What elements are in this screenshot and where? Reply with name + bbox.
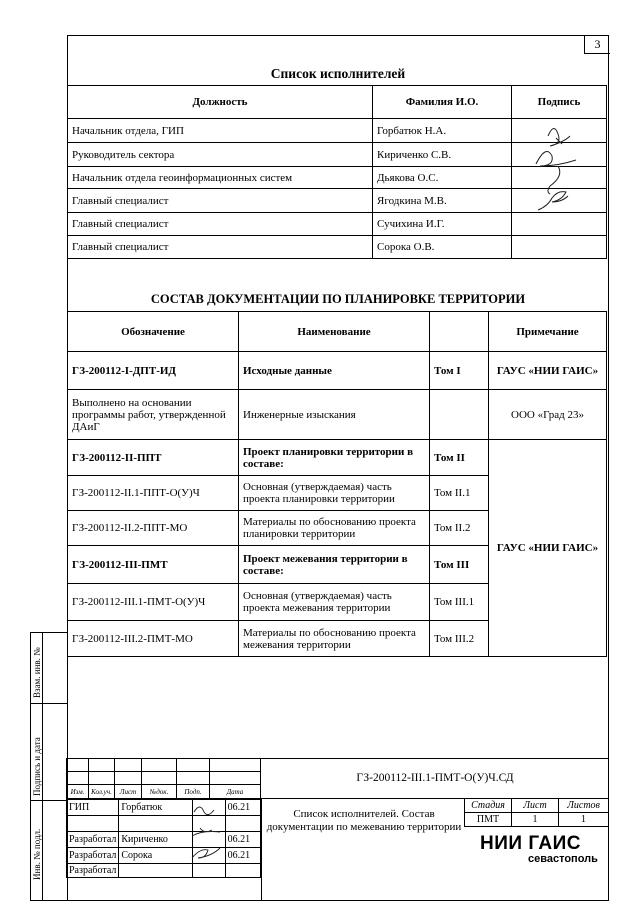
position-cell: Руководитель сектора — [68, 143, 373, 167]
page-number: 3 — [584, 35, 610, 54]
code-cell: ГЗ-200112-II.2-ППТ-МО — [68, 511, 239, 546]
name-cell: Ягодкина М.В. — [373, 189, 512, 213]
replace-inv-label: Взам. инв. № — [32, 647, 42, 698]
volume-cell: Том II — [430, 440, 489, 476]
signature-date-label: Подпись и дата — [32, 737, 42, 796]
stamp-doc-title: Список исполнителей. Состав документации по межеванию территории — [266, 808, 462, 833]
sign-cell — [192, 864, 225, 878]
table-row — [68, 167, 607, 189]
stamp-divider — [261, 798, 262, 901]
name-cell: Дьякова О.С. — [373, 167, 512, 189]
table-row — [68, 236, 607, 259]
col-code: Обозначение — [68, 312, 239, 352]
col-title: Наименование — [239, 312, 430, 352]
position-cell: Начальник отдела геоинформационных систем — [68, 167, 373, 189]
binding-divider — [30, 800, 68, 801]
date-cell: 06.21 — [225, 832, 260, 848]
signature-scribbles — [528, 118, 588, 218]
stamp-stage-table — [464, 798, 609, 827]
code-cell: ГЗ-200112-II.1-ППТ-О(У)Ч — [68, 476, 239, 511]
composition-table — [67, 311, 607, 657]
name-cell: Сорока — [119, 848, 192, 864]
org-logo-name: НИИ ГАИС — [480, 833, 581, 854]
col-header: Лист — [115, 785, 142, 799]
col-header: Подп. — [177, 785, 210, 799]
col-header: Дата — [210, 785, 261, 799]
table-row — [68, 390, 607, 440]
role-cell: Разработал — [67, 864, 119, 878]
code-cell: ГЗ-200112-III.2-ПМТ-МО — [68, 621, 239, 657]
name-cell: Кириченко С.В. — [373, 143, 512, 167]
code-cell: Выполнено на основании программы работ, утвержденной ДАиГ — [68, 390, 239, 440]
date-cell: 06.21 — [225, 800, 260, 816]
org-logo-city: севастополь — [528, 853, 598, 865]
role-cell: Разработал — [67, 832, 119, 848]
code-cell: ГЗ-200112-III-ПМТ — [68, 546, 239, 584]
stage-value: ПМТ — [465, 813, 512, 827]
col-header: Изм. — [67, 785, 89, 799]
name-cell: Кириченко — [119, 832, 192, 848]
note-cell: ГАУС «НИИ ГАИС» — [489, 352, 607, 390]
col-position: Должность — [68, 86, 373, 119]
name-cell: Горбатюк — [119, 800, 192, 816]
col-volume — [430, 312, 489, 352]
role-cell: ГИП — [67, 800, 119, 816]
name-cell: Сучихина И.Г. — [373, 213, 512, 236]
code-cell: ГЗ-200112-III.1-ПМТ-О(У)Ч — [68, 584, 239, 621]
date-cell — [225, 864, 260, 878]
performers-title: Список исполнителей — [270, 66, 406, 81]
volume-cell: Том III.1 — [430, 584, 489, 621]
code-cell: ГЗ-200112-I-ДПТ-ИД — [68, 352, 239, 390]
volume-cell: Том III.2 — [430, 621, 489, 657]
volume-cell: Том II.2 — [430, 511, 489, 546]
stamp-revision-table — [66, 758, 261, 799]
volume-cell — [430, 390, 489, 440]
merged-note-cell: ГАУС «НИИ ГАИС» — [489, 440, 607, 657]
volume-cell: Том III — [430, 546, 489, 584]
date-cell: 06.21 — [225, 848, 260, 864]
volume-cell: Том I — [430, 352, 489, 390]
position-cell: Главный специалист — [68, 189, 373, 213]
title-cell: Основная (утверждаемая) часть проекта межевания территории — [239, 584, 430, 621]
table-row — [68, 143, 607, 167]
title-cell: Проект планировки территории в составе: — [239, 440, 430, 476]
sheet-value: 1 — [512, 813, 559, 827]
col-name: Фамилия И.О. — [373, 86, 512, 119]
performers-table — [67, 85, 607, 259]
volume-cell: Том II.1 — [430, 476, 489, 511]
title-cell: Исходные данные — [239, 352, 430, 390]
title-cell: Основная (утверждаемая) часть проекта планировки территории — [239, 476, 430, 511]
position-cell: Главный специалист — [68, 236, 373, 259]
title-cell: Проект межевания территории в составе: — [239, 546, 430, 584]
sheets-label: Листов — [559, 799, 609, 813]
sheet-label: Лист — [512, 799, 559, 813]
position-cell: Начальник отдела, ГИП — [68, 119, 373, 143]
col-note: Примечание — [489, 312, 607, 352]
stamp-people-table — [66, 799, 261, 878]
title-cell: Материалы по обоснованию проекта планировки территории — [239, 511, 430, 546]
title-cell: Материалы по обоснованию проекта межевания территории — [239, 621, 430, 657]
inv-original-label: Инв. № подл. — [32, 828, 42, 880]
title-cell: Инженерные изыскания — [239, 390, 430, 440]
col-signature: Подпись — [512, 86, 607, 119]
position-cell: Главный специалист — [68, 213, 373, 236]
stamp-signatures — [186, 800, 228, 864]
table-row — [68, 119, 607, 143]
name-cell — [119, 864, 192, 878]
composition-title: СОСТАВ ДОКУМЕНТАЦИИ ПО ПЛАНИРОВКЕ ТЕРРИТОРИИ — [150, 292, 526, 306]
sheets-value: 1 — [559, 813, 609, 827]
signature-cell — [512, 236, 607, 259]
binding-divider — [30, 703, 68, 704]
note-cell: ООО «Град 23» — [489, 390, 607, 440]
stamp-doc-code: ГЗ-200112-III.1-ПМТ-О(У)Ч.СД — [356, 772, 514, 784]
role-cell: Разработал — [67, 848, 119, 864]
col-header: №док. — [142, 785, 177, 799]
col-header: Кол.уч. — [89, 785, 115, 799]
stage-label: Стадия — [465, 799, 512, 813]
name-cell: Горбатюк Н.А. — [373, 119, 512, 143]
table-row — [68, 352, 607, 390]
name-cell: Сорока О.В. — [373, 236, 512, 259]
code-cell: ГЗ-200112-II-ППТ — [68, 440, 239, 476]
table-row — [68, 440, 607, 476]
table-row — [68, 213, 607, 236]
table-row — [68, 189, 607, 213]
